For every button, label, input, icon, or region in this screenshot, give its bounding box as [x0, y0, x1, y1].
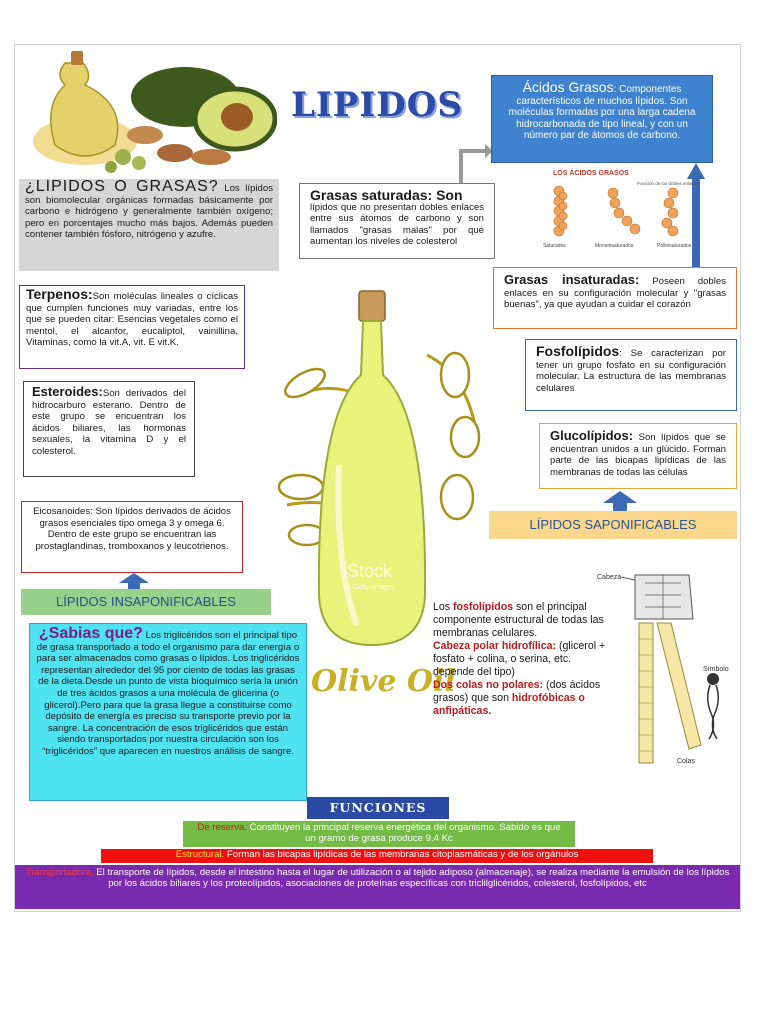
funcion-reserva-text: Constituyen la principal reserva energética del organismo. Sabido es que un gramo de grasa produce 9.4 Kc	[247, 822, 561, 845]
page-title: LIPIDOS	[291, 85, 463, 125]
funcion-transportadora-bar	[15, 865, 740, 909]
phospholipid-label-head: Cabeza	[597, 574, 622, 581]
eicosanoides-box	[21, 501, 243, 573]
funcion-estructural-text: Forman las bicapas lipídicas de las membranas citoplasmáticas y de los orgánulos	[224, 849, 579, 860]
fosfolipido-info-paragraph-3: Dos colas no polares: (dos ácidos grasos) que son hidrofóbicas o anfipáticas.	[433, 679, 601, 717]
fatty-acids-diagram-title: LOS ÁCIDOS GRASOS	[553, 170, 629, 177]
grasas-insaturadas-heading: Grasas insaturadas:	[504, 272, 640, 287]
esteroides-text: Son derivados del hidrocarburo esterano. Dentro de este grupo se encuentran los ácidos biliares, las hormonas sexuales, la vitamina D y el colesterol.	[32, 388, 186, 457]
eicosanoides-text: Eicosanoides: Son lípidos derivados de ácidos grasos esenciales tipo omega 3 y omega 6. Dentro de este grupo se encuentran las prostaglandinas, tromboxanos y leucotrienos.	[33, 506, 231, 552]
fosfolipido-info-text	[433, 601, 611, 731]
funcion-estructural-label: Estructural.	[175, 849, 225, 860]
glucolipidos-text: Son lípidos que se encuentran unidos a un glúcido. Forman parte de las bicapas lipídicas de las membranas de todas las células	[550, 432, 726, 478]
fosfolipido-info-paragraph-1: Los fosfolípidos son el principal componente estructural de todas las membranas celulares.	[433, 601, 604, 639]
bottle-brand-text: Olive Oil	[311, 664, 456, 699]
fosfolipidos-heading: Fosfolípidos	[536, 343, 620, 359]
funcion-reserva-label: De reserva.	[197, 822, 247, 833]
grasas-saturadas-box	[299, 183, 495, 259]
grasas-insaturadas-text: Poseen dobles enlaces en su configuración molecular y "grasas buenas", ya que ayudan a cuidar el corazón	[504, 276, 726, 311]
glucolipidos-heading: Glucolípidos:	[550, 428, 634, 443]
fatty-acids-label-center: Posición de los dobles enlaces	[637, 181, 699, 186]
lipidos-o-grasas-heading: ¿LÍPIDOS O GRASAS?	[25, 179, 219, 195]
up-arrow-icon	[603, 491, 637, 511]
sabias-que-text: Los triglicéridos son el principal tipo de grasa transportado a todo el organismo para dar energía o para ser almacenados como grasas o lípidos. Los triglicéridos representan alrededor del 95 por ciento de todas las grasas de la dieta.Desde un punto de vista bioquímico sería la unión de tres ácidos grasos a una molécula de glicerina (o glicerol).Pero para que la grasa llegue a constituirse como depósito de energía es preciso su transporte previo por la sangre. La concentración de esos triglicéridos que están siendo transportados por nuestra circulación son los “triglicéridos” que aparecen en nuestros análisis de sangre.	[36, 630, 300, 757]
fatty-acids-label-mono: Monoinsaturados	[595, 243, 634, 249]
fosfolipidos-text: : Se caracterizan por tener un grupo fosfato en su configuración molecular. La estructura de las membranas celulares	[536, 348, 726, 394]
fatty-acids-label-saturated: Saturados	[543, 243, 566, 249]
bottle-watermark-sub: by Getty Images	[343, 584, 394, 591]
esteroides-box	[23, 381, 195, 477]
fosfolipidos-box	[525, 339, 737, 411]
lipidos-o-grasas-box	[19, 179, 279, 271]
terpenos-heading: Terpenos:	[26, 286, 93, 302]
acidos-grasos-heading: Ácidos Grasos	[522, 79, 614, 95]
funciones-heading: FUNCIONES	[307, 797, 449, 819]
bottle-watermark: iStock	[343, 561, 393, 581]
fosfolipido-info-paragraph-2: Cabeza polar hidrofílica: (glicerol + fosfato + colina, o serina, etc. depende del tipo)	[433, 640, 606, 678]
glucolipidos-box	[539, 423, 737, 489]
food-illustration	[15, 45, 277, 177]
grasas-saturadas-heading: Grasas saturadas: Son	[310, 187, 463, 203]
funcion-reserva-bar	[183, 821, 575, 847]
acidos-grasos-box	[491, 75, 713, 163]
phospholipid-label-tails: Colas	[677, 758, 695, 765]
acidos-grasos-text: : Componentes característicos de muchos lípidos. Son moléculas formadas por una larga cadena hidrocarbonada de tipo lineal, y con un número par de átomos de carbono.	[508, 84, 696, 142]
sabias-que-box	[29, 623, 307, 801]
phospholipid-label-symbol: Símbolo	[703, 666, 729, 673]
phospholipid-diagram	[597, 569, 737, 769]
funcion-estructural-bar	[101, 849, 653, 863]
connector-arrow	[455, 141, 495, 187]
grasas-saturadas-text: lípidos que no presentan dobles enlaces entre sus átomos de carbono y son llamados "grasas malas" por qué aumentan los niveles de colesterol	[310, 201, 484, 248]
sabias-que-heading: ¿Sabias que?	[38, 625, 143, 642]
terpenos-text: Son moléculas lineales o cíclicas que cumplen funciones muy variadas, entre los que se pueden citar: Esencias vegetales como el mentol, el alcanfor, eucaliptol, vainillina, Vitaminas, como la vit.A, vit. E vit.K.	[26, 291, 238, 349]
fatty-acids-label-poly: Poliinsaturados	[657, 243, 692, 249]
lipidos-o-grasas-text: Los lípidos son biomolecular orgánicas formadas básicamente por carbono e hidrógeno y generalmente también oxígeno; pero en porcentajes mucho más bajos. Además pueden contener también fósforo, nitrógeno y azufre.	[25, 183, 274, 241]
esteroides-heading: Esteroides:	[32, 384, 103, 399]
lipidos-saponificables-label: LÍPIDOS SAPONIFICABLES	[489, 511, 737, 539]
funcion-transportadora-text: El transporte de lípidos, desde el intestino hasta el lugar de utilización o al tejido adiposo (almacenaje), se realiza mediante la emulsión de los lípidos por los ácidos biliares y los proteolípidos, asociaciones de proteínas específicas con triclilglicéridos, colesterol, fosfolípidos, etc	[93, 867, 730, 890]
grasas-insaturadas-box	[493, 267, 737, 329]
infographic-page	[14, 44, 741, 912]
lipidos-insaponificables-label: LÍPIDOS INSAPONIFICABLES	[21, 589, 271, 615]
fatty-acids-diagram	[533, 165, 723, 255]
terpenos-box	[19, 285, 245, 369]
funcion-transportadora-label: Transportadora.	[25, 867, 94, 878]
